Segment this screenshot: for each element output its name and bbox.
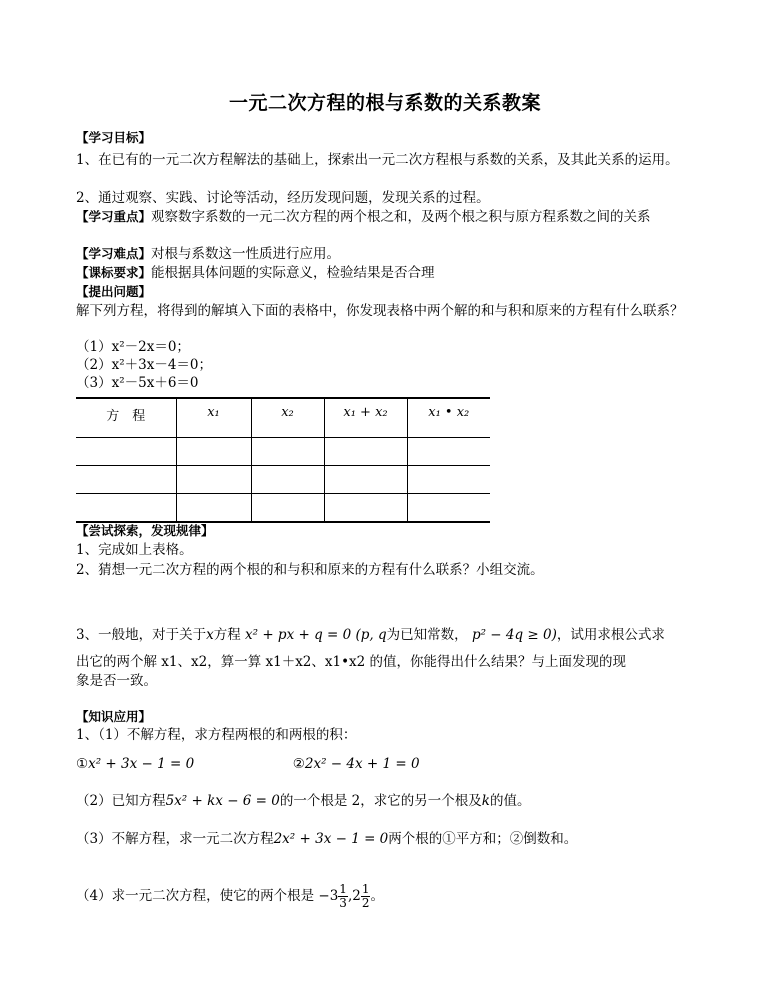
discriminant-condition: p² − 4q ≥ 0) [471, 627, 557, 643]
apply-question-3 [76, 829, 696, 849]
table-header-x1: x₁ [176, 398, 251, 438]
table-cell[interactable] [251, 438, 324, 466]
difficulty [76, 244, 696, 264]
apply-question-1: 1、（1）不解方程，求方程两根的和两根的积： [76, 727, 357, 743]
explore-item-3-intro: 3、一般地，对于关于 [76, 627, 207, 643]
equation-b: 2x² − 4x + 1 = 0 [304, 756, 420, 772]
fraction-one-third: $\frac{1}{3}$ [339, 882, 347, 910]
table-cell[interactable] [176, 494, 251, 523]
equation-c: 2x² + 3x − 1 = 0 [273, 831, 389, 847]
table-cell[interactable] [324, 438, 407, 466]
fraction-one-half: $\frac{1}{2}$ [361, 882, 370, 910]
explore-item-3-line-2: 出它的两个解 x1、x2，算一算 x1＋x2、x1•x2 的值，你能得出什么结果？与上面发现的现 [76, 654, 627, 670]
apply-question-4 [76, 876, 696, 916]
explore-item-3 [76, 625, 696, 645]
question-tag: 【提出问题】 [76, 284, 152, 299]
table-cell[interactable] [407, 466, 490, 494]
apply-question-1-equations [76, 754, 696, 774]
difficulty-tag: 【学习难点】 [76, 246, 152, 261]
equation-k: 5x² + kx − 6 = 0 [165, 793, 280, 809]
table-row [76, 438, 490, 466]
table-header-x2: x₂ [251, 398, 324, 438]
table-cell[interactable] [324, 466, 407, 494]
explore-item-3-instruction: ，试用求根公式求 [556, 627, 665, 643]
general-equation: x² + px + q = 0 (p, q [245, 627, 387, 643]
goal-tag: 【学习目标】 [76, 130, 152, 145]
apply-question-4-end: 。 [370, 888, 384, 904]
table-cell[interactable] [76, 494, 176, 523]
root-1-integer: −3 [318, 888, 339, 904]
apply-question-2-text: 的一个根是 2，求它的另一个根及 [279, 793, 482, 809]
table-cell[interactable] [251, 494, 324, 523]
solution-table [76, 397, 490, 523]
apply-question-2-end: 的值。 [489, 793, 531, 809]
table-row [76, 494, 490, 523]
table-cell[interactable] [407, 438, 490, 466]
key-text: 观察数字系数的一元二次方程的两个根之和，及两个根之积与原方程系数之间的关系 [151, 209, 651, 225]
apply-question-4-text: （4）求一元二次方程，使它的两个根是 [76, 888, 315, 904]
table-cell[interactable] [76, 466, 176, 494]
table-header-sum: x₁ + x₂ [324, 398, 407, 438]
goal-item-2: 2、通过观察、实践、讨论等活动，经历发现问题，发现关系的过程。 [76, 190, 490, 206]
table-cell[interactable] [407, 494, 490, 523]
explore-item-2: 2、猜想一元二次方程的两个根的和与积和原来的方程有什么联系？小组交流。 [76, 562, 544, 578]
page-title: 一元二次方程的根与系数的关系教案 [228, 92, 541, 114]
table-header-equation: 方 程 [76, 398, 176, 438]
equation-1: （1）x²－2x＝0； [76, 339, 190, 355]
apply-question-2 [76, 791, 696, 811]
apply-heading [76, 707, 696, 727]
equation-a: x² + 3x − 1 = 0 [88, 756, 195, 772]
equation-3: （3）x²－5x＋6＝0 [76, 375, 199, 391]
table-cell[interactable] [324, 494, 407, 523]
table-cell[interactable] [251, 466, 324, 494]
table-cell[interactable] [176, 466, 251, 494]
table-header-row [76, 398, 490, 438]
requirement-text: 能根据具体问题的实际意义，检验结果是否合理 [151, 265, 435, 281]
circled-number-1: ① [76, 756, 89, 772]
goal-heading [76, 128, 696, 148]
apply-question-2-intro: （2）已知方程 [76, 793, 166, 809]
explore-item-1: 1、完成如上表格。 [76, 542, 193, 558]
explore-heading [76, 521, 696, 541]
equation-2: （2）x²＋3x－4＝0； [76, 357, 212, 373]
explore-tag: 【尝试探索，发现规律】 [76, 523, 214, 538]
key-tag: 【学习重点】 [76, 209, 152, 224]
difficulty-text: 对根与系数这一性质进行应用。 [151, 246, 341, 262]
table-header-product: x₁ • x₂ [407, 398, 490, 438]
variable-x: x [206, 627, 214, 643]
explore-item-3-line-3: 象是否一致。 [76, 673, 157, 689]
explore-item-3-constants: 为已知常数， [386, 627, 468, 643]
question-text: 解下列方程，将得到的解填入下面的表格中，你发现表格中两个解的和与积和原来的方程有什么联系？ [76, 303, 684, 319]
explore-item-3-text: 方程 [213, 627, 241, 643]
table-cell[interactable] [76, 438, 176, 466]
table-cell[interactable] [176, 438, 251, 466]
question-heading [76, 282, 696, 302]
key-point [76, 207, 691, 227]
variable-k: k [481, 793, 490, 809]
goal-item-1: 1、在已有的一元二次方程解法的基础上，探索出一元二次方程根与系数的关系，及其此关系的运用。 [76, 152, 679, 168]
apply-question-3-intro: （3）不解方程，求一元二次方程 [76, 831, 274, 847]
requirement [76, 263, 696, 283]
root-separator: ,2 [347, 888, 361, 904]
table-row [76, 466, 490, 494]
requirement-tag: 【课标要求】 [76, 265, 152, 280]
circled-number-2: ② [292, 756, 305, 772]
apply-question-3-text: 两个根的①平方和；②倒数和。 [388, 831, 578, 847]
apply-tag: 【知识应用】 [76, 709, 152, 724]
